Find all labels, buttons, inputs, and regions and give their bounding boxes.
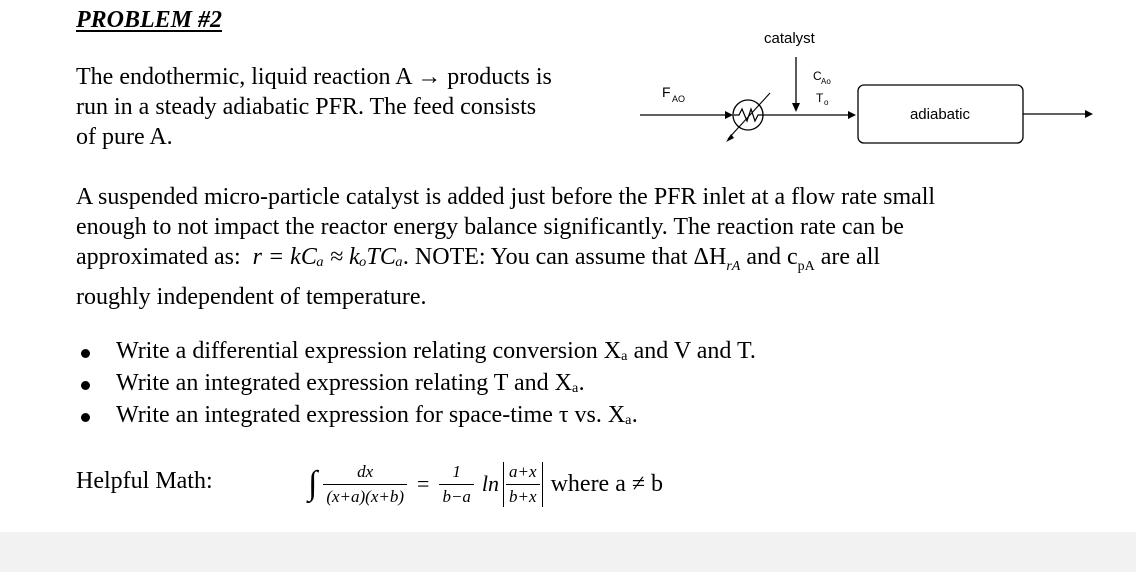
task-text: Write an integrated expression for space-time τ vs. Xₐ. (116, 402, 638, 428)
catalyst-line-4: roughly independent of temperature. (76, 283, 427, 310)
task-item (76, 400, 756, 432)
footer-band (0, 532, 1136, 572)
task-text: Write a differential expression relating conversion Xₐ and V and T. (116, 338, 756, 364)
task-item (76, 368, 756, 400)
intro-line-3: of pure A. (76, 124, 173, 150)
intro-paragraph (76, 62, 606, 152)
log-argument-fraction (506, 462, 540, 507)
line3-end: are all (820, 244, 881, 270)
lhs-denominator: (x+a)(x+b) (323, 484, 407, 507)
ln-symbol: ln (481, 471, 500, 496)
catalyst-line-2: enough to not impact the reactor energy balance significantly. The reaction rate can be (76, 214, 904, 240)
line3-mid: and c (746, 244, 798, 270)
feed-label: F (662, 84, 671, 100)
cp-subscript: pA (797, 258, 815, 274)
task-text: Write an integrated expression relating T and Xₐ. (116, 370, 585, 396)
catalyst-line-3 (76, 242, 1021, 282)
catalyst-line-1: A suspended micro-particle catalyst is added just before the PFR inlet at a flow rate small (76, 184, 936, 210)
integral-formula (308, 452, 663, 516)
temp-label: T (816, 91, 824, 105)
conc-subscript: Ao (821, 77, 831, 86)
lhs-numerator: dx (357, 461, 374, 481)
feed-arrowhead (725, 111, 733, 119)
conc-label: C (813, 69, 822, 83)
outlet-arrowhead (1085, 110, 1093, 118)
bullet-icon (81, 381, 90, 390)
task-list (76, 336, 756, 432)
heat-exchanger-icon (726, 93, 770, 142)
delta-h-subscript: rA (726, 258, 741, 274)
bullet-icon (81, 413, 90, 422)
coefficient-numerator: 1 (452, 461, 461, 481)
lhs-fraction (323, 462, 407, 507)
bullet-icon (81, 349, 90, 358)
absolute-value (503, 462, 543, 507)
argument-numerator: a+x (509, 461, 537, 481)
equals-sign: = (417, 471, 430, 496)
delta-h: ΔH (693, 244, 727, 270)
catalyst-paragraph (76, 182, 1021, 312)
catalyst-arrowhead (792, 103, 800, 112)
condition-text: where a ≠ b (550, 470, 664, 497)
inlet-arrowhead (848, 111, 856, 119)
argument-denominator: b+x (506, 484, 540, 507)
coefficient-fraction (439, 462, 473, 507)
reactor-label: adiabatic (909, 106, 971, 123)
helpful-math-label: Helpful Math: (76, 468, 213, 494)
temp-subscript: o (824, 98, 829, 107)
catalyst-label: catalyst (764, 30, 815, 47)
integral-sign: ∫ (308, 465, 318, 502)
coefficient-denominator: b−a (439, 484, 473, 507)
reactor-diagram (630, 25, 1100, 155)
line3-note: . NOTE: You can assume that (402, 244, 688, 270)
intro-line-1: The endothermic, liquid reaction A → products is (76, 64, 552, 90)
problem-title: PROBLEM #2 (76, 7, 223, 33)
line3-prefix: approximated as: (76, 244, 241, 270)
feed-subscript: AO (672, 94, 686, 104)
task-item (76, 336, 756, 368)
rate-expression: r = kCₐ ≈ kₒTCₐ (252, 244, 403, 270)
intro-line-2: run in a steady adiabatic PFR. The feed consists (76, 94, 537, 120)
